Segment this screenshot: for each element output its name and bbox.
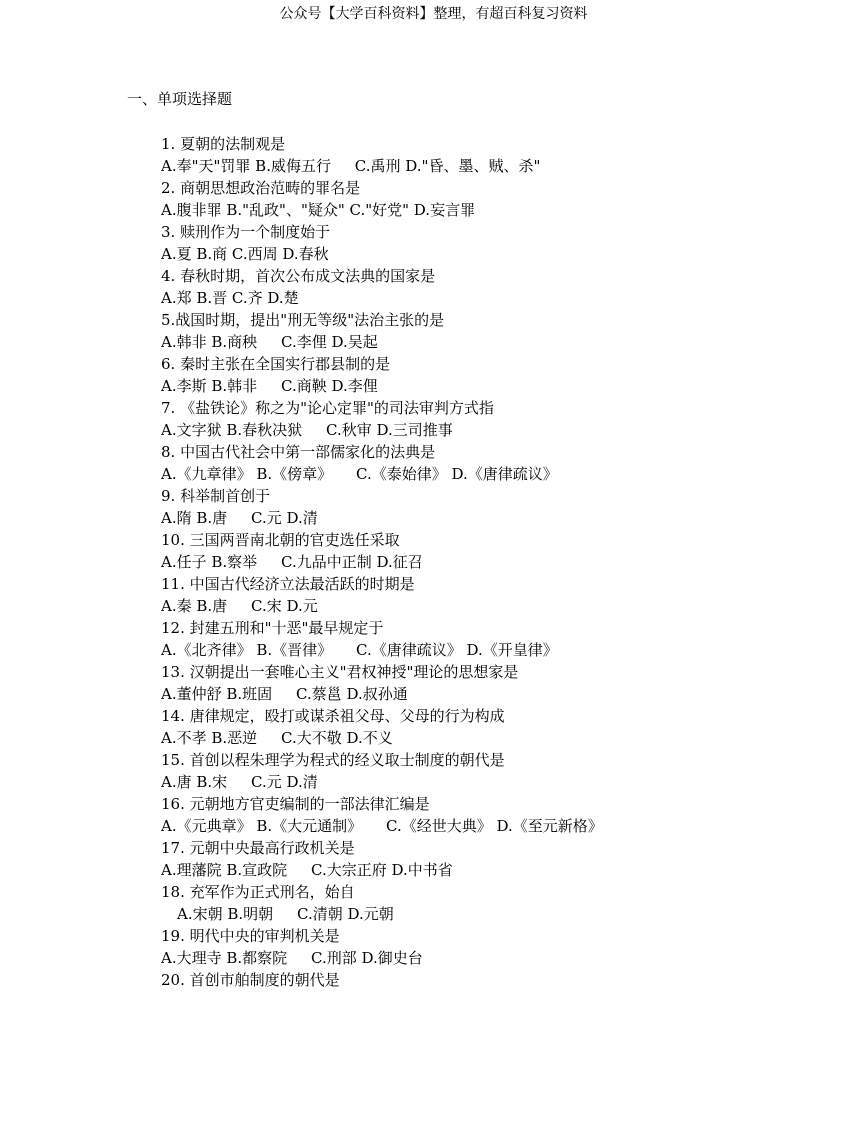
question-stem: 2. 商朝思想政治范畴的罪名是 — [161, 179, 361, 197]
question-options: A.唐 B.宋 C.元 D.清 — [161, 773, 318, 791]
question-stem: 19. 明代中央的审判机关是 — [161, 927, 340, 945]
question-stem: 5.战国时期，提出"刑无等级"法治主张的是 — [161, 311, 445, 329]
question-options: A.郑 B.晋 C.齐 D.楚 — [161, 289, 299, 307]
question-stem: 17. 元朝中央最高行政机关是 — [161, 839, 355, 857]
question-options: A.秦 B.唐 C.宋 D.元 — [161, 597, 318, 615]
question-stem: 6. 秦时主张在全国实行郡县制的是 — [161, 355, 391, 373]
question-options: A.宋朝 B.明朝 C.清朝 D.元朝 — [177, 905, 394, 923]
question-stem: 9. 科举制首创于 — [161, 487, 271, 505]
section-title: 一、单项选择题 — [127, 90, 233, 108]
question-options: A.董仲舒 B.班固 C.蔡邕 D.叔孙通 — [161, 685, 408, 703]
question-stem: 14. 唐律规定，殴打或谋杀祖父母、父母的行为构成 — [161, 707, 505, 725]
question-stem: 8. 中国古代社会中第一部儒家化的法典是 — [161, 443, 436, 461]
question-stem: 3. 赎刑作为一个制度始于 — [161, 223, 331, 241]
question-list — [161, 133, 821, 991]
question-options: A.奉"天"罚罪 B.威侮五行 C.禹刑 D."昏、墨、贼、杀" — [161, 157, 541, 175]
question-stem: 12. 封建五刑和"十恶"最早规定于 — [161, 619, 384, 637]
question-options: A.腹非罪 B."乱政"、"疑众" C."好党" D.妄言罪 — [161, 201, 476, 219]
question-options: A.不孝 B.恶逆 C.大不敬 D.不义 — [161, 729, 393, 747]
question-options: A.任子 B.察举 C.九品中正制 D.征召 — [161, 553, 423, 571]
question-options: A.大理寺 B.都察院 C.刑部 D.御史台 — [161, 949, 423, 967]
question-stem: 20. 首创市舶制度的朝代是 — [161, 971, 340, 989]
question-options: A.理藩院 B.宣政院 C.大宗正府 D.中书省 — [161, 861, 453, 879]
question-options: A.隋 B.唐 C.元 D.清 — [161, 509, 318, 527]
question-stem: 4. 春秋时期，首次公布成文法典的国家是 — [161, 267, 436, 285]
question-stem: 11. 中国古代经济立法最活跃的时期是 — [161, 575, 415, 593]
question-stem: 16. 元朝地方官吏编制的一部法律汇编是 — [161, 795, 430, 813]
question-stem: 7. 《盐铁论》称之为"论心定罪"的司法审判方式指 — [161, 399, 494, 417]
question-options: A.《九章律》 B.《傍章》 C.《泰始律》 D.《唐律疏议》 — [161, 465, 558, 483]
question-stem: 13. 汉朝提出一套唯心主义"君权神授"理论的思想家是 — [161, 663, 519, 681]
question-stem: 15. 首创以程朱理学为程式的经义取士制度的朝代是 — [161, 751, 505, 769]
question-options: A.李斯 B.韩非 C.商鞅 D.李俚 — [161, 377, 378, 395]
question-options: A.韩非 B.商秧 C.李俚 D.吴起 — [161, 333, 378, 351]
question-options: A.《元典章》 B.《大元通制》 C.《经世大典》 D.《至元新格》 — [161, 817, 603, 835]
question-options: A.文字狱 B.春秋决狱 C.秋审 D.三司推事 — [161, 421, 453, 439]
question-stem: 1. 夏朝的法制观是 — [161, 135, 286, 153]
question-options: A.夏 B.商 C.西周 D.春秋 — [161, 245, 329, 263]
question-stem: 18. 充军作为正式刑名，始自 — [161, 883, 355, 901]
question-options: A.《北齐律》 B.《晋律》 C.《唐律疏议》 D.《开皇律》 — [161, 641, 558, 659]
question-stem: 10. 三国两晋南北朝的官吏选任采取 — [161, 531, 400, 549]
page-header: 公众号【大学百科资料】整理，有超百科复习资料 — [279, 6, 588, 22]
